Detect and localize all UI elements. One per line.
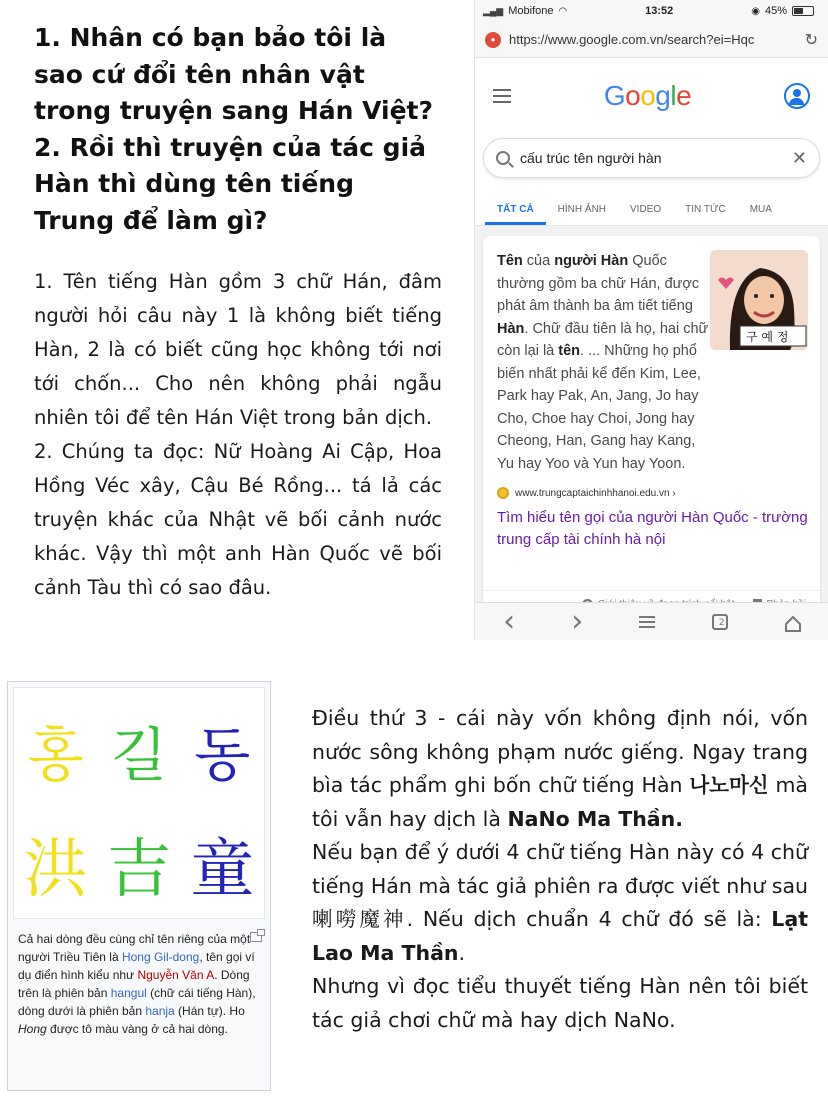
snippet-bold: Hàn [497, 320, 525, 337]
status-bar [475, 0, 828, 22]
hangul-row [14, 708, 264, 792]
link-nguyen-van-a[interactable]: Nguyễn Văn A [137, 968, 215, 982]
point-3-part: . [458, 940, 466, 965]
search-box[interactable] [483, 138, 820, 178]
caption-italic: Hong [18, 1022, 47, 1036]
hangul-char: 길 [110, 721, 167, 789]
search-tabs [475, 186, 828, 226]
question-2: 2. Rồi thì truyện của tác giả Hàn thì dùng tên tiếng Trung để làm gì? [34, 132, 427, 235]
answers [34, 265, 442, 605]
point-3-part: Nếu bạn để ý dưới 4 chữ tiếng Hàn này có 4 chữ tiếng Hán mà tác giả phiên ra được viết như sau 喇嘮魔神. Nếu dịch chuẩn 4 chữ đó sẽ là: [312, 840, 808, 931]
logo-letter: e [676, 80, 692, 111]
phone-screenshot [474, 0, 828, 640]
tab-news[interactable]: TIN TỨC [685, 204, 726, 215]
point-3-bold: NaNo Ma Thần. [507, 806, 683, 831]
hangul-hanja-image[interactable] [13, 687, 265, 919]
result-source[interactable] [497, 487, 808, 499]
home-icon[interactable] [784, 614, 800, 630]
browser-url-bar[interactable] [475, 22, 828, 58]
portrait-thumbnail[interactable] [710, 250, 808, 350]
caption-text: Cả hai dòng đều cùng chỉ tên riêng của một người Triều Tiên là [18, 932, 251, 964]
source-url[interactable]: www.trungcaptaichinhhanoi.edu.vn › [515, 487, 676, 499]
thumbnail-label: 구 예 정 [746, 330, 789, 344]
hangul-char: 동 [194, 721, 251, 789]
hanja-row [14, 818, 264, 910]
caption-text: (Hán tự). Ho [174, 1004, 245, 1018]
tabs-icon[interactable]: 2 [712, 614, 728, 630]
result-link[interactable]: Tìm hiểu tên gọi của người Hàn Quốc - trường trung cấp tài chính hà nội [497, 509, 808, 548]
google-header [475, 58, 828, 134]
site-favicon-icon [497, 487, 509, 499]
hanja-char: 童 [190, 833, 255, 907]
caption-text: được tô màu vàng ở cả hai dòng. [46, 1022, 228, 1036]
menu-icon[interactable] [639, 616, 655, 628]
tab-images[interactable]: HÌNH ẢNH [557, 204, 607, 215]
qa-block [34, 20, 442, 605]
point-3-text [312, 836, 808, 970]
url-text[interactable]: https://www.google.com.vn/search?ei=Hqc [509, 32, 755, 47]
caption-text: (chữ cái tiếng Hàn), dòng dưới là phiên bản [18, 986, 256, 1018]
tab-all[interactable]: TẤT CẢ [485, 204, 546, 225]
forward-icon[interactable]: › [571, 604, 584, 639]
hanja-char: 吉 [106, 833, 171, 907]
point-3-paragraph [312, 702, 808, 1037]
logo-letter: l [670, 80, 677, 111]
reload-icon[interactable]: ↻ [804, 31, 818, 49]
answer-2: 2. Chúng ta đọc: Nữ Hoàng Ai Cập, Hoa Hồng Véc xây, Cậu Bé Rồng... tá lả các truyện khác của Nhật vẽ bối cảnh nước khác. Vậy thì một anh Hàn Quốc vẽ bối cảnh Tàu thì có sao đâu. [34, 440, 442, 599]
browser-nav-bar [475, 602, 828, 640]
lock-rotation-icon: ◉ [751, 5, 760, 17]
caption-text: . Dòng trên là phiên bản [18, 968, 250, 1000]
featured-snippet-card [483, 236, 820, 616]
site-badge-icon: ● [485, 32, 501, 48]
search-results [475, 226, 828, 616]
hangul-char: 홍 [27, 721, 84, 789]
hamburger-menu-icon[interactable] [493, 89, 511, 103]
signal-icon: ▂▄▆ [483, 5, 504, 16]
point-3-text: Nhưng vì đọc tiểu thuyết tiếng Hàn nên tôi biết tác giả chơi chữ mà hay dịch NaNo. [312, 974, 808, 1032]
point-3-bold: Lạt Lao Ma Thần [312, 907, 808, 965]
account-icon[interactable] [784, 83, 810, 109]
logo-letter: G [603, 80, 626, 111]
battery-percent: 45% [764, 5, 787, 17]
search-icon[interactable] [496, 151, 510, 165]
link-hanja[interactable]: hanja [145, 1004, 175, 1018]
questions [34, 20, 442, 239]
link-hong-gil-dong[interactable]: Hong Gil-dong [121, 950, 200, 964]
logo-letter: o [640, 80, 656, 111]
snippet-bold: Tên [497, 253, 523, 269]
carrier-name: Mobifone [508, 5, 554, 17]
hanja-char: 洪 [23, 833, 88, 907]
snippet-text-part: . ... Những họ phổ biến nhất phải kể đến Kim, Lee, Park hay Pak, An, Jang, Jo hay Cho, Choe hay Choi, Jong hay Cheong, Han, Gang hay Kang, Yu hay Yoo và Yun hay Yoon. [497, 343, 701, 472]
wifi-icon: ◠ [558, 5, 568, 17]
search-input[interactable]: cấu trúc tên người hàn [520, 150, 662, 166]
snippet-bold: người Hàn [554, 253, 629, 269]
search-wrap [475, 134, 828, 186]
back-icon[interactable]: ‹ [503, 604, 516, 639]
wiki-figure [7, 681, 271, 1091]
snippet-text-part: Quốc thường gồm ba chữ Hán, được phát âm thành ba âm tiết tiếng [497, 253, 700, 314]
snippet-text-part: của [522, 253, 555, 269]
google-logo[interactable] [604, 80, 691, 112]
tab-shopping[interactable]: MUA [749, 204, 772, 215]
point-3-bold: 나노마신 [689, 773, 769, 797]
tab-video[interactable]: VIDEO [630, 204, 662, 215]
point-3-part: mà tôi vẫn hay dịch là [312, 773, 808, 831]
point-3-text [312, 702, 808, 836]
wiki-caption [18, 930, 260, 1038]
clear-search-icon[interactable]: ✕ [791, 147, 807, 169]
status-time: 13:52 [645, 5, 674, 17]
point-3-part: Điều thứ 3 - cái này vốn không định nói, vốn nước sông không phạm nước giếng. Ngay trang bìa tác phẩm ghi bốn chữ tiếng Hàn [312, 706, 808, 797]
snippet-text-part: . Chữ đầu tiên là họ, hai chữ còn lại là [497, 320, 709, 359]
caption-text: , tên gọi ví dụ điển hình kiểu như [18, 950, 255, 982]
question-1: 1. Nhân có bạn bảo tôi là sao cứ đổi tên nhân vật trong truyện sang Hán Việt? [34, 23, 434, 125]
snippet-bold: tên [558, 343, 581, 359]
battery-icon [792, 6, 814, 16]
logo-letter: g [655, 80, 671, 111]
answer-1: 1. Tên tiếng Hàn gồm 3 chữ Hán, đâm người hỏi câu này 1 là không biết tiếng Hàn, 2 là có biết cũng học không tới nơi tới chốn... Cho nên không phải ngẫu nhiên tôi để tên Hán Việt trong bản dịch. [34, 270, 442, 429]
logo-letter: o [625, 80, 641, 111]
link-hangul[interactable]: hangul [110, 986, 147, 1000]
